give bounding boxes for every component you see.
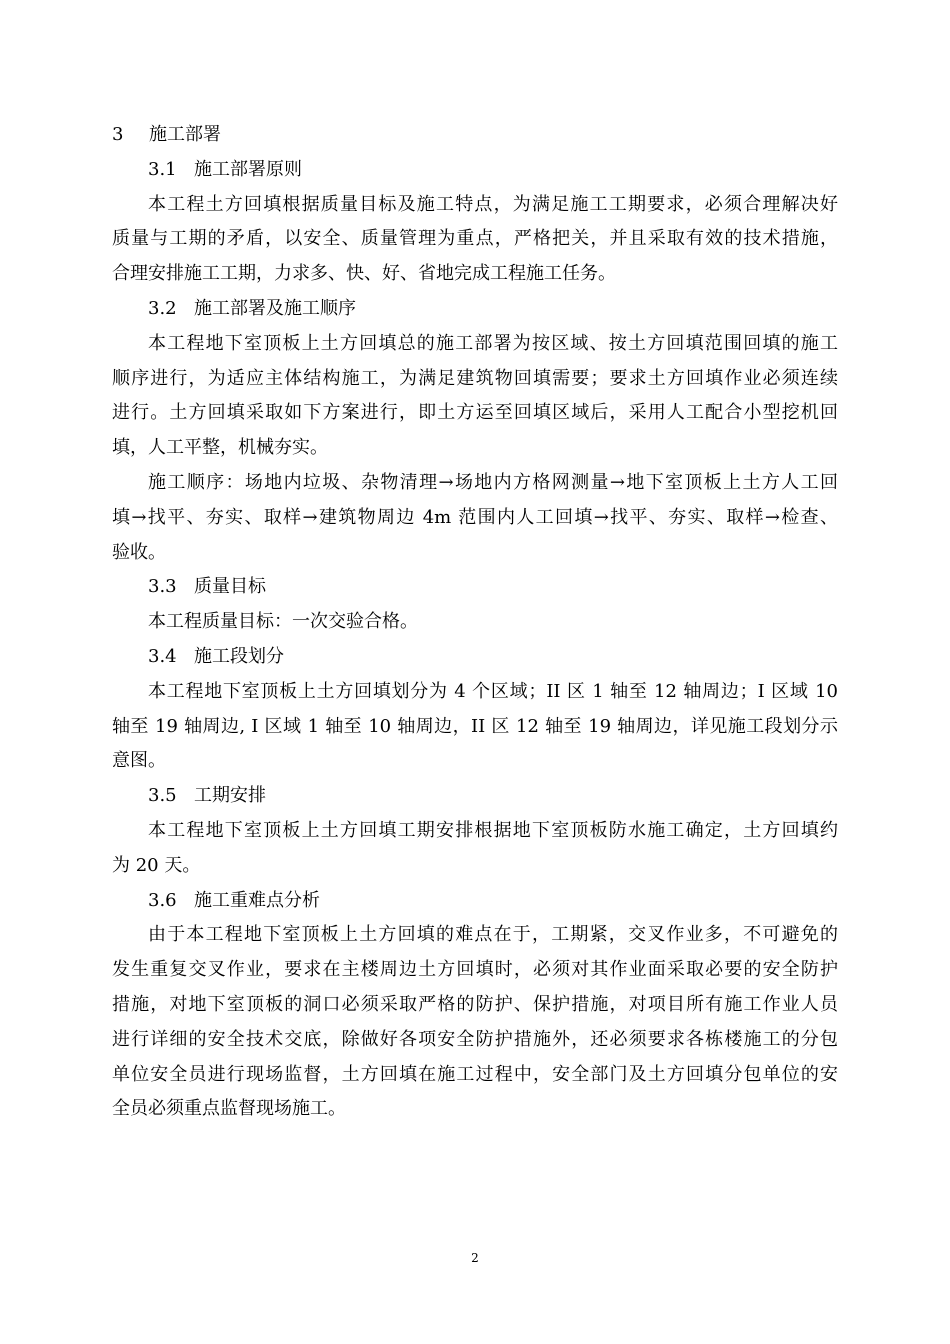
paragraph-line: 顺序进行，为适应主体结构施工，为满足建筑物回填需要；要求土方回填作业必须连续 (112, 367, 838, 389)
paragraph-line: 本工程土方回填根据质量目标及施工特点，为满足施工工期要求，必须合理解决好 (148, 193, 838, 215)
subsection-heading-3-4 (112, 640, 838, 675)
paragraph-line: 全员必须重点监督现场施工。 (112, 1098, 346, 1120)
paragraph-line: 进行。土方回填采取如下方案进行，即土方运至回填区域后，采用人工配合小型挖机回 (112, 402, 838, 424)
subsection-number: 3.5 (148, 785, 177, 807)
subsection-number: 3.2 (148, 297, 177, 319)
subsection-heading-3-1 (112, 153, 838, 188)
subsection-number: 3.1 (148, 158, 177, 180)
section-title: 施工部署 (149, 124, 221, 145)
page-number: 2 (471, 1251, 479, 1265)
paragraph-line: 填→找平、夯实、取样→建筑物周边 4m 范围内人工回填→找平、夯实、取样→检查、 (112, 506, 838, 528)
section-number: 3 (112, 124, 124, 145)
paragraph-line: 单位安全员进行现场监督，土方回填在施工过程中，安全部门及土方回填分包单位的安 (112, 1063, 838, 1085)
subsection-title: 工期安排 (194, 785, 266, 807)
paragraph-line: 本工程地下室顶板上土方回填工期安排根据地下室顶板防水施工确定，土方回填约 (148, 819, 838, 841)
paragraph-line: 本工程地下室顶板上土方回填总的施工部署为按区域、按土方回填范围回填的施工 (148, 332, 838, 354)
paragraph-line: 为 20 天。 (112, 854, 201, 876)
subsection-title: 施工部署及施工顺序 (194, 297, 356, 319)
paragraph-line: 合理安排施工工期，力求多、快、好、省地完成工程施工任务。 (112, 263, 616, 285)
subsection-title: 施工重难点分析 (194, 889, 320, 911)
paragraph-line: 措施，对地下室顶板的洞口必须采取严格的防护、保护措施，对项目所有施工作业人员 (112, 993, 838, 1015)
subsection-heading-3-5 (112, 779, 838, 814)
paragraph-line: 本工程质量目标：一次交验合格。 (148, 611, 418, 633)
subsection-title: 施工段划分 (194, 645, 284, 667)
document-body (112, 118, 838, 1127)
subsection-title: 施工部署原则 (194, 158, 302, 180)
paragraph-line: 施工顺序：场地内垃圾、杂物清理→场地内方格网测量→地下室顶板上土方人工回 (148, 471, 838, 493)
paragraph-line: 由于本工程地下室顶板上土方回填的难点在于，工期紧，交叉作业多，不可避免的 (148, 924, 838, 946)
paragraph-line: 轴至 19 轴周边, I 区域 1 轴至 10 轴周边，II 区 12 轴至 19 轴周边，详见施工段划分示 (112, 715, 838, 737)
section-heading (112, 118, 838, 153)
paragraph-line: 填，人工平整，机械夯实。 (112, 437, 328, 459)
subsection-title: 质量目标 (194, 576, 266, 598)
subsection-heading-3-2 (112, 292, 838, 327)
subsection-heading-3-3 (112, 570, 838, 605)
paragraph-line: 意图。 (112, 750, 166, 772)
paragraph-line: 质量与工期的矛盾，以安全、质量管理为重点，严格把关，并且采取有效的技术措施， (112, 228, 838, 250)
paragraph-line: 发生重复交叉作业，要求在主楼周边土方回填时，必须对其作业面采取必要的安全防护 (112, 959, 838, 981)
subsection-number: 3.6 (148, 889, 177, 911)
subsection-heading-3-6 (112, 884, 838, 919)
subsection-number: 3.4 (148, 645, 177, 667)
paragraph-line: 进行详细的安全技术交底，除做好各项安全防护措施外，还必须要求各栋楼施工的分包 (112, 1028, 838, 1050)
subsection-number: 3.3 (148, 576, 177, 598)
paragraph-line: 验收。 (112, 541, 166, 563)
paragraph-line: 本工程地下室顶板上土方回填划分为 4 个区域；II 区 1 轴至 12 轴周边；I 区域 10 (148, 680, 838, 702)
